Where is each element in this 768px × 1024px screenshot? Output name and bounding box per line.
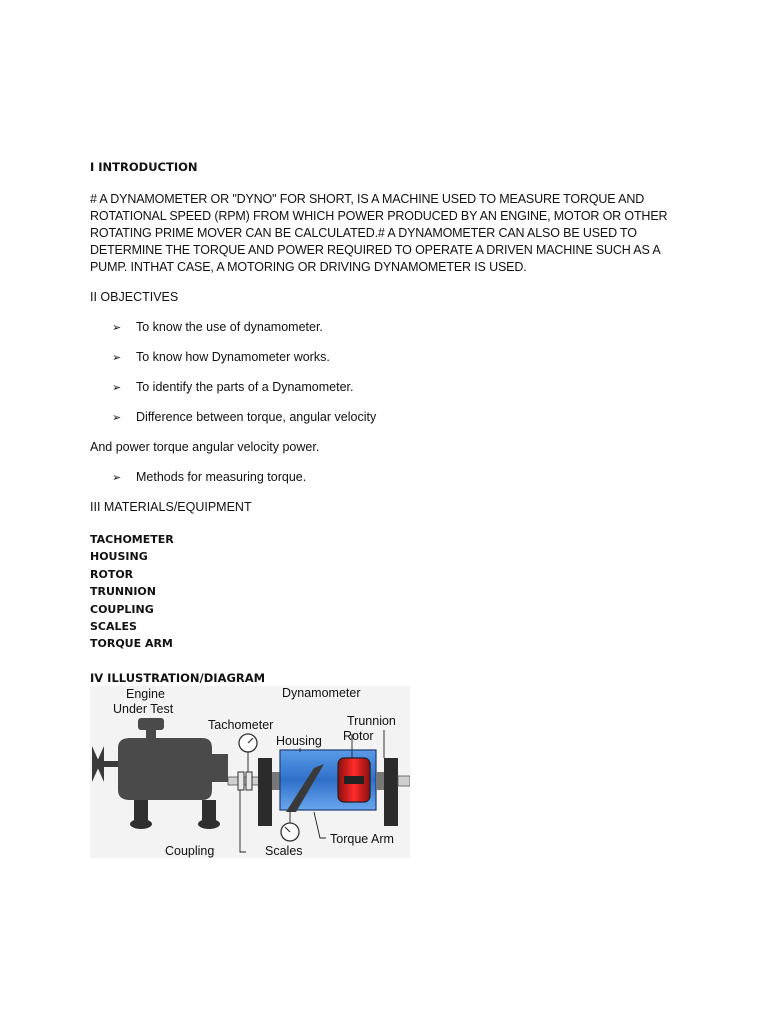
torque-arm-leader-line (314, 812, 326, 838)
tachometer-label: Tachometer (208, 718, 274, 732)
torque-arm-label: Torque Arm (330, 832, 394, 846)
engine-body-shape (118, 738, 228, 800)
objective-item (112, 320, 323, 334)
material-item: TACHOMETER (90, 533, 174, 546)
trunnion-label: Trunnion (347, 714, 396, 728)
engine-leg-shape (134, 800, 148, 822)
introduction-paragraph (90, 191, 690, 276)
material-item: ROTOR (90, 567, 134, 581)
material-item: HOUSING (90, 550, 148, 564)
materials-heading: III MATERIALS/EQUIPMENT (90, 500, 252, 514)
arrow-bullet-icon: ➢ (112, 411, 122, 424)
arrow-bullet-icon: ➢ (112, 471, 122, 484)
dynamometer-diagram (90, 686, 410, 858)
material-item: TRUNNION (90, 585, 156, 599)
objective-text: To know how Dynamometer works. (136, 350, 330, 364)
objectives-continuation: And power torque angular velocity power. (90, 440, 320, 454)
material-item: COUPLING (90, 602, 154, 616)
coupling-shape (246, 772, 252, 790)
intro-line: ROTATIONAL SPEED (RPM) FROM WHICH POWER PRODUCED BY AN ENGINE, MOTOR OR OTHER (90, 209, 668, 223)
engine-label-line1: Engine (126, 687, 165, 701)
objective-item (112, 410, 376, 424)
engine-foot-shape (198, 819, 220, 829)
coupling-shape (238, 772, 244, 790)
left-bearing-shape (272, 772, 280, 790)
output-shaft-shape (398, 776, 410, 786)
scales-label: Scales (265, 844, 303, 858)
intro-line: PUMP. INTHAT CASE, A MOTORING OR DRIVING DYNAMOMETER IS USED. (90, 260, 527, 274)
objective-text: To know the use of dynamometer. (136, 320, 323, 334)
left-trunnion-stand-shape (258, 758, 272, 826)
arrow-bullet-icon: ➢ (112, 351, 122, 364)
objective-item (112, 470, 306, 484)
material-item: SCALES (90, 620, 137, 634)
intro-line: ROTATING PRIME MOVER CAN BE CALCULATED.# A DYNAMOMETER CAN ALSO BE USED TO (90, 226, 637, 240)
illustration-heading: IV ILLUSTRATION/DIAGRAM (90, 671, 266, 685)
rotor-core-shape (344, 776, 364, 784)
intro-line: DETERMINE THE TORQUE AND POWER REQUIRED TO OPERATE A DRIVEN MACHINE SUCH AS A (90, 243, 661, 257)
right-bearing-shape (376, 772, 384, 790)
arrow-bullet-icon: ➢ (112, 381, 122, 394)
engine-foot-shape (130, 819, 152, 829)
housing-label: Housing (276, 734, 322, 748)
materials-list (90, 531, 174, 653)
material-item: TORQUE ARM (90, 637, 173, 651)
coupling-label: Coupling (165, 844, 215, 858)
rotor-label: Rotor (343, 729, 374, 743)
objective-text: Difference between torque, angular velocity (136, 410, 377, 424)
objectives-heading: II OBJECTIVES (90, 290, 179, 304)
introduction-heading: I INTRODUCTION (90, 160, 198, 174)
objective-text: Methods for measuring torque. (136, 470, 307, 484)
objective-item (112, 380, 353, 394)
objective-item (112, 350, 330, 364)
arrow-bullet-icon: ➢ (112, 321, 122, 334)
coupling-leader-line (240, 790, 246, 852)
engine-shaft-shape (98, 761, 118, 767)
engine-label-line2: Under Test (113, 702, 174, 716)
intro-line: # A DYNAMOMETER OR "DYNO" FOR SHORT, IS A MACHINE USED TO MEASURE TORQUE AND (90, 192, 645, 206)
objective-text: To identify the parts of a Dynamometer. (136, 380, 354, 394)
engine-leg-shape (202, 800, 216, 822)
right-trunnion-stand-shape (384, 758, 398, 826)
dynamometer-label: Dynamometer (282, 686, 361, 700)
